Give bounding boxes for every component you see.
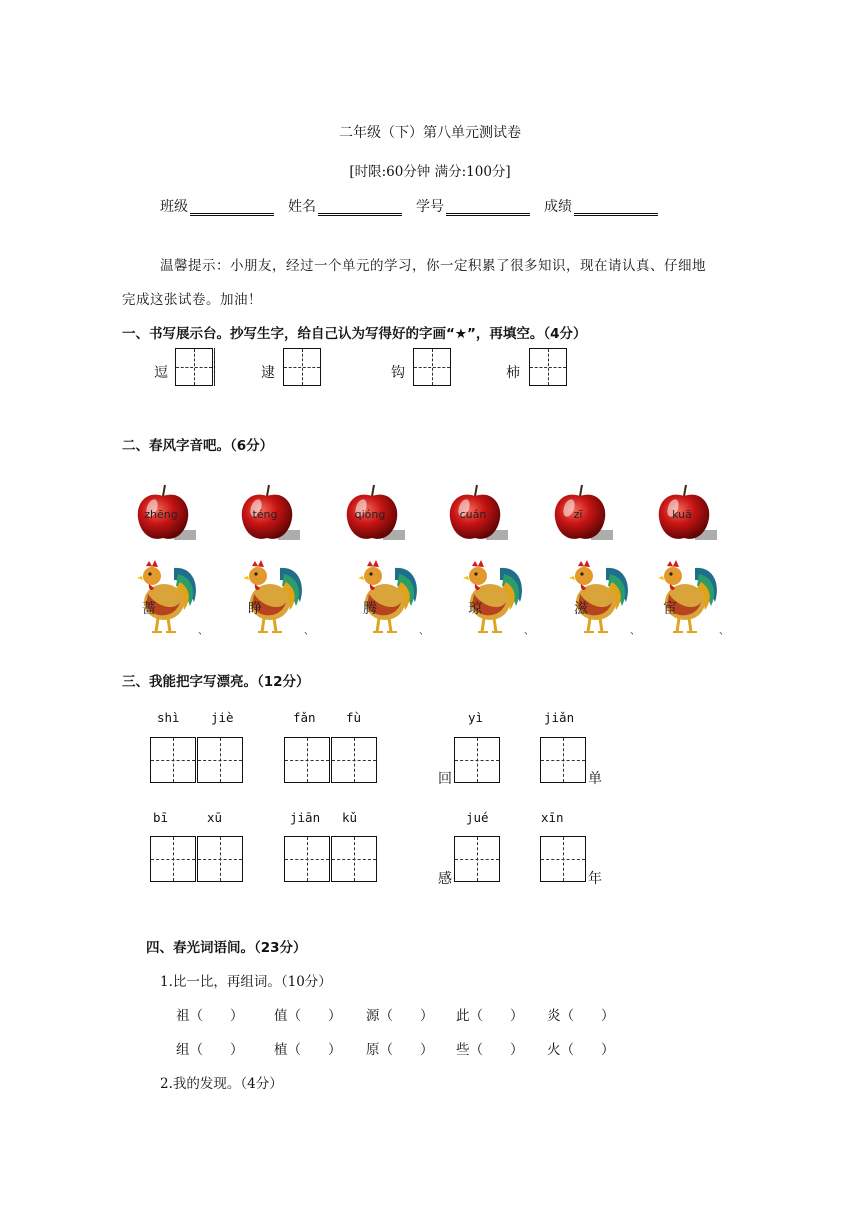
pinyin-label: shì (157, 710, 180, 725)
word-item[interactable]: 植（ ） (274, 1042, 342, 1058)
word-item[interactable]: 原（ ） (366, 1042, 434, 1058)
apple-pinyin-card (238, 482, 296, 542)
pinyin-label: fù (346, 710, 362, 725)
section3-heading: 三、我能把字写漂亮。（12分） (122, 674, 310, 690)
pinyin-label: jiǎn (544, 710, 575, 725)
class-field[interactable]: 班级 (160, 196, 274, 216)
pinyin-label: yì (468, 710, 484, 725)
score-field[interactable]: 成绩 (544, 196, 658, 216)
punctuation-mark: 、 (719, 626, 729, 637)
char-label: 柿 (506, 365, 520, 381)
section1-heading: 一、书写展示台。抄写生字，给自己认为写得好的字画“★”，再填空。（4分） (122, 326, 587, 342)
word-item[interactable]: 此（ ） (456, 1008, 524, 1024)
punctuation-mark: 、 (198, 626, 208, 637)
word-item[interactable]: 火（ ） (547, 1042, 615, 1058)
rooster-char: 腾 (363, 601, 377, 617)
writing-box[interactable] (284, 836, 330, 882)
pinyin-label: bī (153, 810, 169, 825)
rooster-char-card (355, 558, 417, 634)
apple-pinyin-card (655, 482, 713, 542)
word-item[interactable]: 值（ ） (274, 1008, 342, 1024)
char-label: 逮 (261, 365, 275, 381)
rooster-char: 蔷 (142, 601, 156, 617)
apple-pinyin-card (551, 482, 609, 542)
punctuation-mark: 、 (524, 626, 534, 637)
rooster-char-card (655, 558, 717, 634)
writing-box[interactable] (331, 836, 377, 882)
rooster-icon (655, 558, 721, 636)
apple-pinyin-card (343, 482, 401, 542)
writing-box[interactable] (150, 836, 196, 882)
writing-box[interactable] (150, 737, 196, 783)
writing-box[interactable] (175, 348, 213, 386)
rooster-char-card (566, 558, 628, 634)
rooster-icon (134, 558, 200, 636)
section4-heading: 四、春光词语间。（23分） (146, 940, 307, 956)
apple-pinyin: zī (573, 508, 583, 521)
rooster-icon (240, 558, 306, 636)
pinyin-label: kǔ (342, 810, 358, 825)
pinyin-label: jué (466, 810, 489, 825)
writing-box[interactable] (413, 348, 451, 386)
writing-box[interactable] (284, 737, 330, 783)
rooster-icon (566, 558, 632, 636)
word-char: 单 (588, 771, 602, 787)
punctuation-mark: 、 (630, 626, 640, 637)
rooster-icon (460, 558, 526, 636)
pinyin-label: jiān (290, 810, 321, 825)
writing-box[interactable] (197, 737, 243, 783)
student-info-fields (160, 196, 658, 216)
rooster-char-card (134, 558, 196, 634)
apple-pinyin-card (446, 482, 504, 542)
rooster-char: 滋 (574, 601, 588, 617)
char-label: 逗 (154, 365, 168, 381)
apple-pinyin: qióng (354, 508, 386, 521)
word-item[interactable]: 祖（ ） (176, 1008, 244, 1024)
writing-box[interactable] (331, 737, 377, 783)
writing-box[interactable] (454, 737, 500, 783)
rooster-char: 睁 (248, 601, 262, 617)
word-char: 感 (438, 871, 452, 887)
word-item[interactable]: 组（ ） (176, 1042, 244, 1058)
rooster-char: 琼 (468, 601, 482, 617)
pinyin-label: xū (207, 810, 223, 825)
question-1: 1.比一比，再组词。（10分） (160, 974, 332, 990)
word-item[interactable]: 炎（ ） (547, 1008, 615, 1024)
apple-pinyin: cuán (459, 508, 487, 521)
pinyin-label: jiè (211, 710, 234, 725)
apple-pinyin: kuā (672, 508, 692, 521)
writing-box[interactable] (529, 348, 567, 386)
writing-box[interactable] (540, 737, 586, 783)
char-label: 钩 (391, 365, 405, 381)
name-field[interactable]: 姓名 (288, 196, 402, 216)
rooster-char-card (460, 558, 522, 634)
pinyin-label: xīn (541, 810, 564, 825)
section2-heading: 二、春风字音吧。（6分） (122, 438, 274, 454)
word-char: 回 (438, 771, 452, 787)
apple-pinyin: zhēng (144, 508, 178, 521)
punctuation-mark: 、 (304, 626, 314, 637)
apple-pinyin-card (134, 482, 192, 542)
writing-box[interactable] (540, 836, 586, 882)
word-item[interactable]: 源（ ） (366, 1008, 434, 1024)
rooster-char: 宦 (663, 601, 677, 617)
student-id-field[interactable]: 学号 (416, 196, 530, 216)
time-score-info: [时限:60分钟 满分:100分] (349, 164, 511, 180)
word-char: 年 (588, 871, 602, 887)
writing-box[interactable] (283, 348, 321, 386)
rooster-char-card (240, 558, 302, 634)
tip-line-1: 温馨提示：小朋友，经过一个单元的学习，你一定积累了很多知识，现在请认真、仔细地 (160, 258, 706, 274)
writing-box[interactable] (454, 836, 500, 882)
writing-box[interactable] (197, 836, 243, 882)
question-2: 2.我的发现。（4分） (160, 1076, 283, 1092)
page-title: 二年级（下）第八单元测试卷 (339, 125, 521, 141)
tip-line-2: 完成这张试卷。加油！ (122, 292, 262, 308)
punctuation-mark: 、 (419, 626, 429, 637)
rooster-icon (355, 558, 421, 636)
word-item[interactable]: 些（ ） (456, 1042, 524, 1058)
apple-pinyin: téng (252, 508, 278, 521)
pinyin-label: fǎn (293, 710, 316, 725)
